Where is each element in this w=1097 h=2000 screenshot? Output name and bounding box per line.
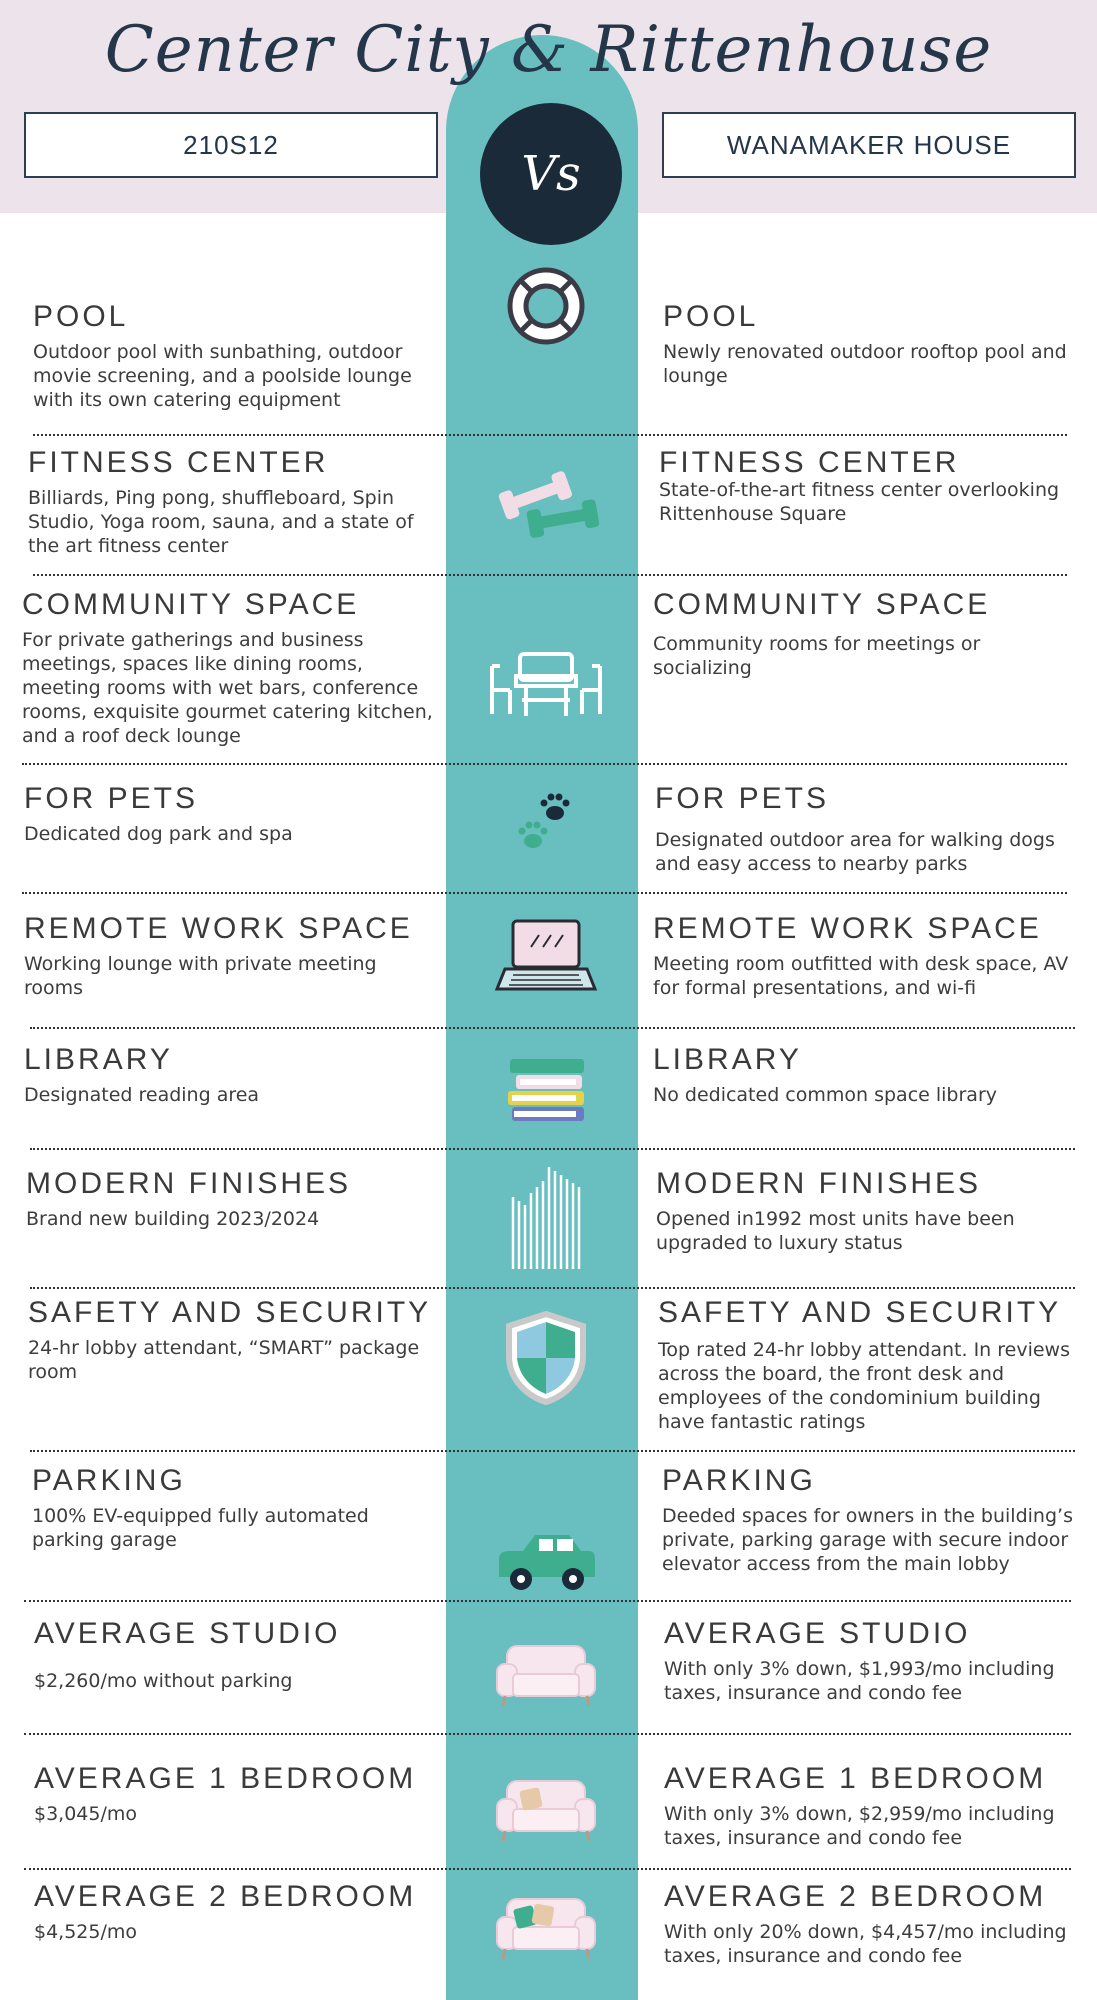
right-description: With only 3% down, $2,959/mo including taxes, insurance and condo fee	[664, 1803, 1055, 1849]
left-cell	[24, 910, 434, 1000]
right-cell	[664, 1878, 1094, 1968]
divider	[33, 574, 1067, 576]
vs-badge: Vs	[480, 103, 622, 245]
left-cell	[32, 1462, 442, 1552]
divider	[30, 1148, 1075, 1150]
right-heading: AVERAGE 1 BEDROOM	[664, 1762, 1047, 1795]
divider	[33, 434, 1067, 436]
left-heading: AVERAGE 2 BEDROOM	[34, 1880, 417, 1913]
left-heading: REMOTE WORK SPACE	[24, 912, 413, 945]
left-cell	[26, 1165, 436, 1231]
right-heading: REMOTE WORK SPACE	[653, 912, 1042, 945]
left-heading: AVERAGE STUDIO	[34, 1617, 341, 1650]
right-description: Opened in1992 most units have been upgraded to luxury status	[656, 1208, 1015, 1254]
books-icon	[486, 1043, 606, 1143]
left-heading: FITNESS CENTER	[28, 446, 329, 479]
right-cell	[655, 780, 1085, 876]
left-description: $2,260/mo without parking	[34, 1670, 293, 1692]
left-cell	[33, 298, 443, 412]
right-description: Deeded spaces for owners in the building’s private, parking garage with secure indoor elevator access from the main lobby	[662, 1505, 1073, 1575]
divider	[30, 1027, 1075, 1029]
right-description: Top rated 24-hr lobby attendant. In reviews across the board, the front desk and employees of the condominium building have fantastic ratings	[658, 1339, 1070, 1433]
right-building-name: WANAMAKER HOUSE	[662, 112, 1076, 178]
right-description: With only 20% down, $4,457/mo including taxes, insurance and condo fee	[664, 1921, 1067, 1967]
right-heading: FITNESS CENTER	[659, 446, 960, 479]
divider	[30, 1287, 1075, 1289]
patio-furniture-icon	[486, 636, 606, 736]
right-description: State-of-the-art fitness center overlooking Rittenhouse Square	[659, 479, 1060, 525]
car-icon	[486, 1512, 606, 1612]
left-heading: MODERN FINISHES	[26, 1167, 352, 1200]
right-heading: SAFETY AND SECURITY	[658, 1296, 1062, 1329]
left-heading: LIBRARY	[24, 1043, 173, 1076]
left-description: For private gatherings and business meetings, spaces like dining rooms, meeting rooms with wet bars, conference rooms, exquisite gourmet catering kitchen, and a roof deck lounge	[22, 629, 433, 747]
right-cell	[653, 586, 1083, 680]
right-cell	[653, 1041, 1083, 1107]
left-heading: AVERAGE 1 BEDROOM	[34, 1762, 417, 1795]
dumbbells-icon	[486, 454, 606, 554]
right-description: Newly renovated outdoor rooftop pool and lounge	[663, 341, 1067, 387]
right-cell	[656, 1165, 1086, 1255]
divider	[22, 892, 1067, 894]
left-description: Designated reading area	[24, 1084, 260, 1106]
left-cell	[24, 780, 434, 846]
sofa-one-pillow-icon	[486, 1760, 606, 1860]
left-description: Dedicated dog park and spa	[24, 823, 293, 845]
right-cell	[653, 910, 1083, 1000]
right-heading: FOR PETS	[655, 782, 830, 815]
left-building-name: 210S12	[24, 112, 438, 178]
left-description: Billiards, Ping pong, shuffleboard, Spin Studio, Yoga room, sauna, and a state of the art fitness center	[28, 487, 414, 557]
divider	[24, 1868, 1071, 1870]
sofa-two-pillows-icon	[486, 1878, 606, 1978]
left-cell	[34, 1878, 444, 1944]
shield-icon	[486, 1308, 606, 1408]
right-cell	[664, 1615, 1094, 1705]
left-description: Working lounge with private meeting rooms	[24, 953, 377, 999]
right-cell	[659, 444, 1089, 526]
left-cell	[22, 586, 442, 748]
right-description: Designated outdoor area for walking dogs and easy access to nearby parks	[655, 829, 1055, 875]
divider	[24, 1733, 1071, 1735]
right-cell	[663, 298, 1093, 388]
page-title: Center City & Rittenhouse	[104, 13, 993, 87]
sofa-icon	[486, 1625, 606, 1725]
divider	[30, 1450, 1075, 1452]
right-description: Community rooms for meetings or socializing	[653, 633, 981, 679]
left-cell	[24, 1041, 434, 1107]
left-description: $3,045/mo	[34, 1803, 138, 1825]
divider	[22, 763, 1067, 765]
right-heading: PARKING	[662, 1464, 816, 1497]
divider	[24, 1600, 1071, 1602]
right-heading: COMMUNITY SPACE	[653, 588, 991, 621]
left-cell	[34, 1760, 444, 1826]
left-description: Brand new building 2023/2024	[26, 1208, 320, 1230]
left-heading: SAFETY AND SECURITY	[28, 1296, 432, 1329]
left-heading: COMMUNITY SPACE	[22, 588, 360, 621]
lifebuoy-icon	[486, 256, 606, 356]
paw-prints-icon	[486, 774, 606, 874]
left-cell	[28, 1294, 438, 1384]
left-description: 100% EV-equipped fully automated parking garage	[32, 1505, 369, 1551]
building-lines-icon	[486, 1155, 606, 1275]
left-description: $4,525/mo	[34, 1921, 138, 1943]
right-cell	[664, 1760, 1094, 1850]
right-description: With only 3% down, $1,993/mo including taxes, insurance and condo fee	[664, 1658, 1055, 1704]
right-heading: MODERN FINISHES	[656, 1167, 982, 1200]
left-description: Outdoor pool with sunbathing, outdoor movie screening, and a poolside lounge with its own catering equipment	[33, 341, 412, 411]
left-cell	[34, 1615, 444, 1693]
left-heading: FOR PETS	[24, 782, 199, 815]
right-description: No dedicated common space library	[653, 1084, 997, 1106]
left-cell	[28, 444, 438, 558]
left-description: 24-hr lobby attendant, “SMART” package room	[28, 1337, 420, 1383]
right-description: Meeting room outfitted with desk space, AV for formal presentations, and wi-fi	[653, 953, 1069, 999]
left-heading: POOL	[33, 300, 129, 333]
right-heading: POOL	[663, 300, 759, 333]
right-cell	[658, 1294, 1088, 1434]
laptop-icon	[486, 908, 606, 1008]
right-heading: AVERAGE STUDIO	[664, 1617, 971, 1650]
right-heading: AVERAGE 2 BEDROOM	[664, 1880, 1047, 1913]
left-heading: PARKING	[32, 1464, 186, 1497]
right-cell	[662, 1462, 1092, 1576]
right-heading: LIBRARY	[653, 1043, 802, 1076]
